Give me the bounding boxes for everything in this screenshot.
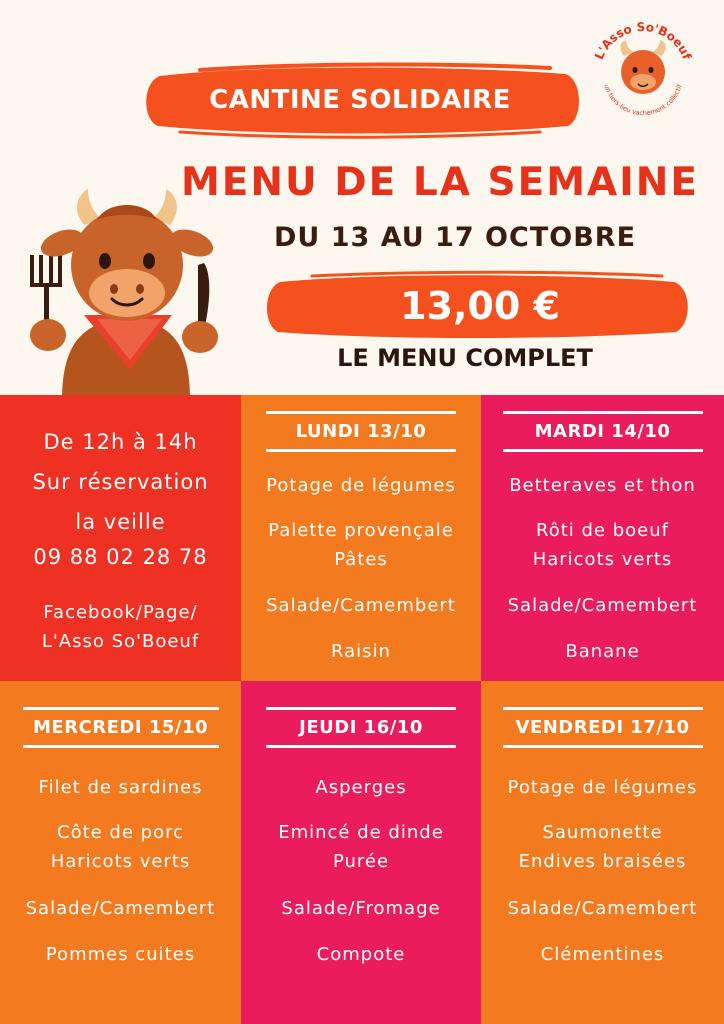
dish: Purée [332, 851, 390, 872]
facebook-line-2: L'Asso So'Boeuf [41, 631, 200, 652]
dish: Salade/Camembert [507, 595, 698, 616]
logo-name: L'Asso So'Boeuf [591, 19, 695, 62]
day-title: MERCREDI 15/10 [23, 707, 219, 748]
dish: Salade/Camembert [507, 898, 698, 919]
info-cell [0, 395, 241, 681]
day-cell-mardi [481, 395, 724, 681]
logo-tagline: un tiers-lieu vachement collectif [602, 83, 684, 118]
reservation-text-2: la veille [75, 510, 166, 534]
price: 13,00 € [400, 284, 560, 328]
day-cell-vendredi [481, 681, 724, 1024]
cow-mascot-illustration [22, 185, 232, 400]
dish: Asperges [315, 777, 407, 798]
dish: Raisin [331, 641, 391, 662]
dish: Clémentines [540, 944, 665, 965]
day-title: JEUDI 16/10 [266, 707, 456, 748]
menu-dates: DU 13 AU 17 OCTOBRE [273, 222, 637, 253]
dish: Betteraves et thon [509, 475, 696, 496]
dish: Pommes cuites [45, 944, 196, 965]
day-cell-lundi [241, 395, 481, 681]
phone-number: 09 88 02 28 78 [33, 545, 208, 569]
dish: Haricots verts [50, 851, 191, 872]
dish: Rôti de boeuf [536, 520, 669, 541]
reservation-text: Sur réservation [32, 470, 209, 494]
menu-complete-label: LE MENU COMPLET [337, 344, 593, 372]
dish: Saumonette [542, 822, 663, 843]
facebook-line-1: Facebook/Page/ [43, 602, 198, 623]
cantine-title: CANTINE SOLIDAIRE [209, 85, 511, 115]
dish: Pâtes [334, 549, 388, 570]
dish: Potage de légumes [266, 475, 456, 496]
day-title: MARDI 14/10 [503, 411, 703, 452]
asso-logo [588, 14, 698, 124]
dish: Salade/Fromage [281, 898, 441, 919]
day-title: LUNDI 13/10 [266, 411, 456, 452]
dish: Potage de légumes [507, 777, 698, 798]
dish: Haricots verts [532, 549, 673, 570]
dish: Filet de sardines [38, 777, 203, 798]
dish: Endives braisées [518, 851, 687, 872]
day-title: VENDREDI 17/10 [503, 707, 703, 748]
day-cell-mercredi [0, 681, 241, 1024]
dish: Côte de porc [57, 822, 184, 843]
dish: Banane [565, 641, 640, 662]
dish: Compote [316, 944, 406, 965]
day-cell-jeudi [241, 681, 481, 1024]
dish: Emincé de dinde [278, 822, 444, 843]
dish: Palette provençale [268, 520, 454, 541]
dish: Salade/Camembert [266, 595, 456, 616]
menu-title: MENU DE LA SEMAINE [180, 160, 700, 205]
dish: Salade/Camembert [25, 898, 216, 919]
opening-hours: De 12h à 14h [43, 430, 198, 454]
